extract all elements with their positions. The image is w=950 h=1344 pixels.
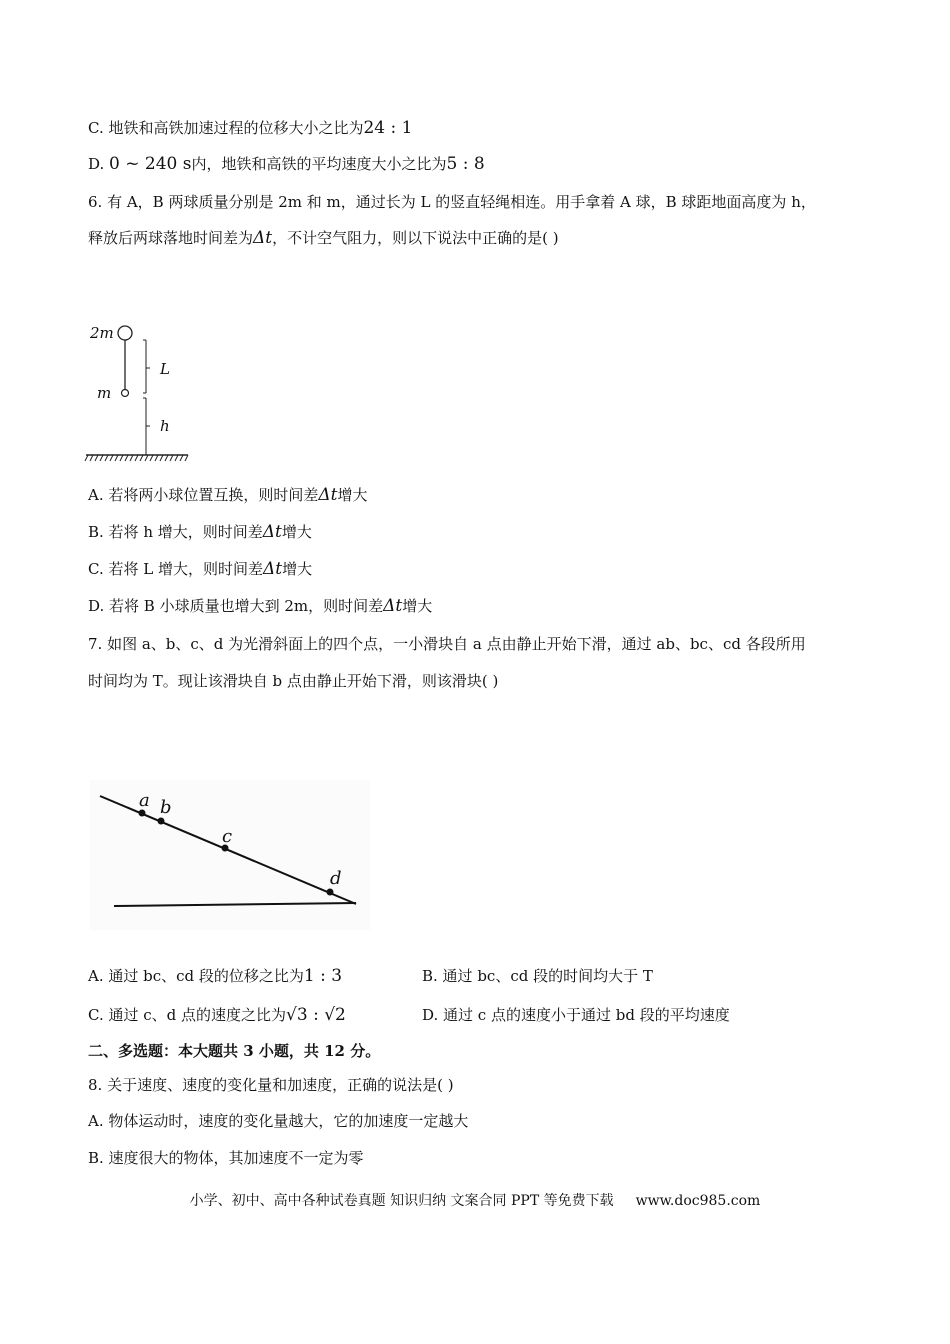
q5-option-c: C. 地铁和高铁加速过程的位移大小之比为24 : 1 bbox=[88, 118, 413, 138]
q7-stem-line2: 时间均为 T。现让该滑块自 b 点由静止开始下滑，则该滑块( ) bbox=[88, 672, 499, 690]
q7-option-b: B. 通过 bc、cd 段的时间均大于 T bbox=[422, 967, 653, 985]
q6-option-a: A. 若将两小球位置互换，则时间差Δt增大 bbox=[88, 485, 368, 505]
q8-option-a: A. 物体运动时，速度的变化量越大，它的加速度一定越大 bbox=[88, 1112, 469, 1130]
time-range: 0 ~ 240 s bbox=[109, 154, 192, 174]
footer-url[interactable]: www.doc985.com bbox=[635, 1193, 761, 1209]
point-b bbox=[158, 818, 165, 825]
q7-option-a: A. 通过 bc、cd 段的位移之比为1 : 3 bbox=[88, 966, 343, 986]
q7-option-c: C. 通过 c、d 点的速度之比为√3 : √2 bbox=[88, 1005, 346, 1025]
q6-stem-line1: 6. 有 A，B 两球质量分别是 2m 和 m，通过长为 L 的竖直轻绳相连。用手拿着 A 球，B 球距地面高度为 h， bbox=[88, 193, 816, 211]
q6-stem-line2: 释放后两球落地时间差为Δt，不计空气阻力，则以下说法中正确的是( ) bbox=[88, 228, 559, 248]
q8-option-b: B. 速度很大的物体，其加速度不一定为零 bbox=[88, 1149, 364, 1167]
section-2-heading: 二、多选题：本大题共 3 小题，共 12 分。 bbox=[88, 1042, 381, 1060]
label-b: b bbox=[160, 797, 172, 818]
ratio-24-1: 24 : 1 bbox=[363, 118, 413, 138]
delta-t-symbol: Δt bbox=[253, 228, 273, 248]
point-d bbox=[327, 889, 334, 896]
q7-option-d: D. 通过 c 点的速度小于通过 bd 段的平均速度 bbox=[422, 1006, 730, 1024]
fig-label-L: L bbox=[160, 360, 170, 378]
q5-option-d: D. 0 ~ 240 s内，地铁和高铁的平均速度大小之比为5 : 8 bbox=[88, 154, 485, 174]
q8-stem: 8. 关于速度、速度的变化量和加速度，正确的说法是( ) bbox=[88, 1076, 454, 1094]
ball-b bbox=[122, 390, 129, 397]
label-d: d bbox=[330, 868, 342, 889]
footer-text: 小学、初中、高中各种试卷真题 知识归纳 文案合同 PPT 等免费下载 bbox=[189, 1193, 614, 1209]
q7-figure-incline bbox=[90, 780, 370, 930]
fig-label-2m: 2m bbox=[90, 324, 114, 342]
label-a: a bbox=[139, 790, 150, 811]
fig-label-m: m bbox=[97, 384, 112, 402]
ball-a bbox=[118, 326, 132, 340]
q6-figure-two-balls bbox=[84, 318, 194, 464]
q6-option-d: D. 若将 B 小球质量也增大到 2m，则时间差Δt增大 bbox=[88, 596, 433, 616]
q7-stem-line1: 7. 如图 a、b、c、d 为光滑斜面上的四个点，一小滑块自 a 点由静止开始下滑，通过 ab、bc、cd 各段所用 bbox=[88, 635, 806, 653]
q6-option-b: B. 若将 h 增大，则时间差Δt增大 bbox=[88, 522, 312, 542]
page-footer bbox=[0, 1191, 950, 1211]
ratio-5-8: 5 : 8 bbox=[446, 154, 485, 174]
fig-label-h: h bbox=[160, 417, 170, 435]
label-c: c bbox=[222, 826, 233, 847]
q6-option-c: C. 若将 L 增大，则时间差Δt增大 bbox=[88, 559, 313, 579]
